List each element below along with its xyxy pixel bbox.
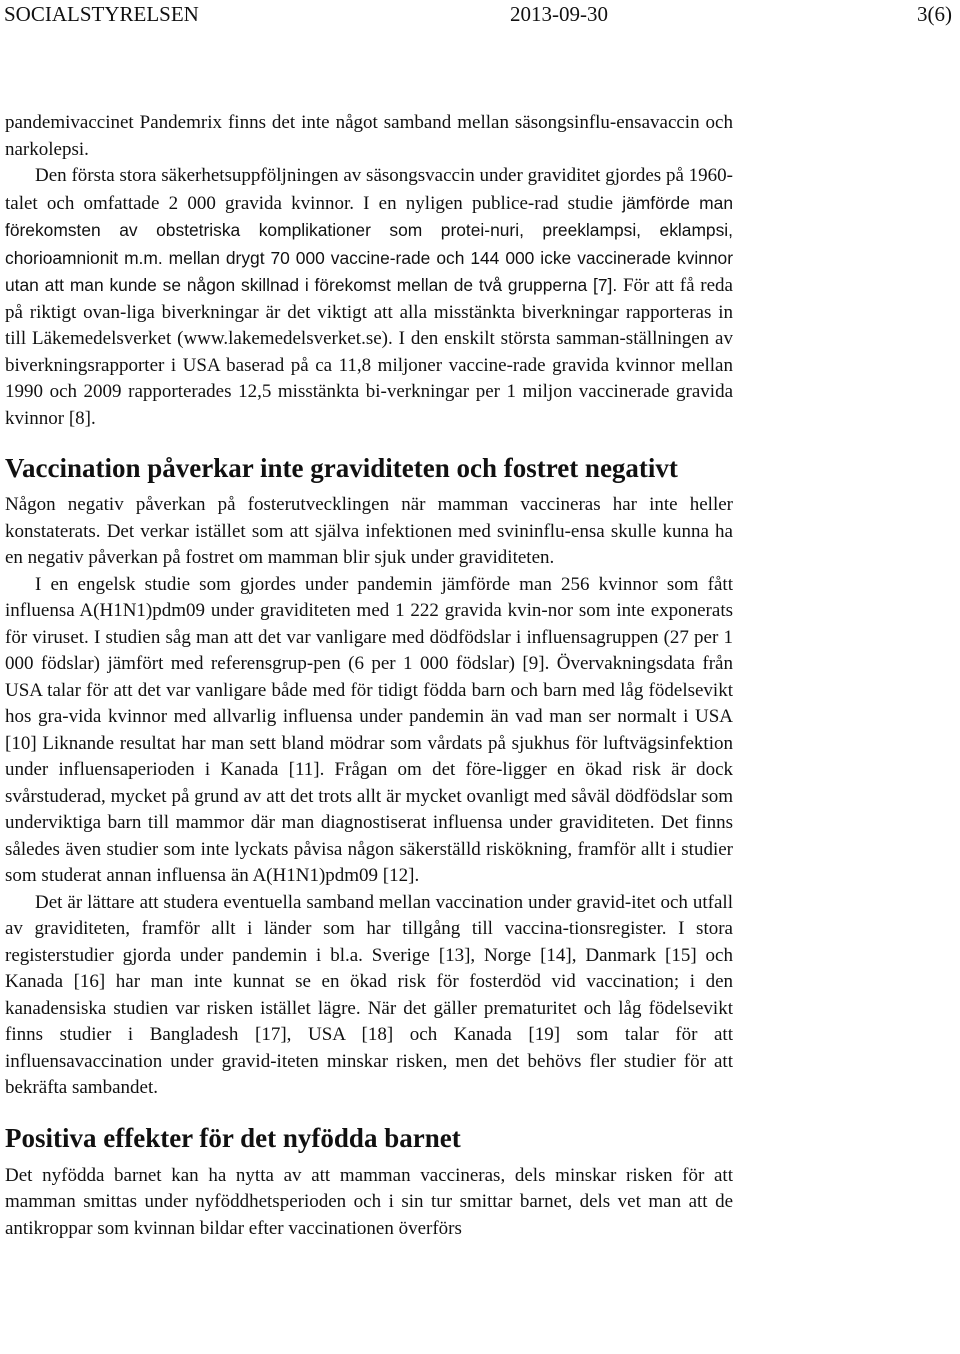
paragraph-narkolepsi: pandemivaccinet Pandemrix finns det inte något samband mellan säsongsinflu-ensavaccin och narkolepsi.: [5, 112, 733, 160]
paragraph-safety-followup-part-1: Den första stora säkerhetsuppföljningen av säsongsvaccin under graviditet gjordes på 1960-talet och omfattade 2 000 gravida kvinnor. I en nyligen publice-rad studie: [5, 165, 733, 214]
document-body: [5, 110, 733, 1242]
heading-pregnancy-not-affected: Vaccination påverkar inte graviditeten och fostret negativt: [5, 453, 678, 483]
paragraph-safety-followup: [5, 163, 733, 432]
paragraph-safety-followup-part-2: jämförde man förekomsten av obstetriska komplikationer som protei-nuri, preeklampsi, eklampsi, chorioamnionit m.m. mellan drygt 70 000 vaccine-rade och 144 000 icke vaccinerade kvinnor utan att man kunde se någon skillnad i förekomst mellan de två grupperna [7].: [5, 192, 733, 295]
heading-newborn-benefits: Positiva effekter för det nyfödda barnet: [5, 1122, 461, 1153]
page-header: [0, 0, 960, 30]
paragraph-english-study: I en engelsk studie som gjordes under pandemin jämförde man 256 kvinnor som fått influensa A(H1N1)pdm09 under graviditeten med 1 222 gravida kvin-nor som inte exponerats för viruset. I studien såg man att det var vanligare med dödfödslar i influensagruppen (27 per 1 000 födslar) jämfört med referensgrup-pen (6 per 1 000 födslar) [9]. Övervakningsdata från USA talar för att det var vanligare både med för tidigt födda barn och barn med låg födelsevikt hos gra-vida kvinnor med allvarlig influensa under pandemin än vad man ser normalt i USA [10] Liknande resultat har man sett bland mödrar som vårdats på sjukhus för luftvägsinfektion under influensaperioden i Kanada [11]. Frågan om det före-ligger en ökad risk är dock svårstuderad, mycket på grund av att det trots allt är mycket ovanligt med såväl dödfödslar som underviktiga barn till mammor där man diagnostiserat influensa under graviditeten. Det finns således även studier som inte lyckats påvisa någon säkerställd riskökning, framför allt i studier som studerat annan influensa än A(H1N1)pdm09 [12].: [5, 573, 733, 886]
paragraph-newborn: Det nyfödda barnet kan ha nytta av att mamman vaccineras, dels minskar risken för att mamman smittas under nyföddhetsperioden och i sin tur smittar barnet, dels vet man att de antikroppar som kvinnan bildar efter vaccinationen överförs: [5, 1164, 733, 1239]
organization-name: SOCIALSTYRELSEN: [4, 2, 199, 26]
document-date: 2013-09-30: [510, 2, 608, 26]
paragraph-fetal-development: Någon negativ påverkan på fosterutvecklingen när mamman vaccineras har inte heller konstaterats. Det verkar istället som att själva infektionen med svininflu-ensa skulle kunna ha en negativ påverkan på fostret om mamman blir sjuk under graviditeten.: [5, 494, 733, 568]
paragraph-register-studies: Det är lättare att studera eventuella samband mellan vaccination under gravid-itet och utfall av graviditeten, framför allt i länder som har tillgång till vaccina-tionsregister. I stora registerstudier gjorda under pandemin i bl.a. Sverige [13], Norge [14], Danmark [15] och Kanada [16] har man inte kunnat se en ökad risk för fosterdöd vid vaccination; i den kanadensiska studien var risken istället lägre. När det gäller prematuritet och låg födelsevikt finns studier i Bangladesh [17], USA [18] och Kanada [19] som talar för att influensavaccination under gravid-iteten minskar risken, men det behövs fler studier för att bekräfta sambandet.: [5, 891, 733, 1098]
page-number: 3(6): [917, 2, 952, 26]
paragraph-safety-followup-part-3: För att få reda på riktigt ovan-liga biverkningar är det viktigt att alla misstänkta biverkningar rapporteras in till Läkemedelsverket (www.lakemedelsverket.se). I den enskilt största samman-ställningen av biverkningsrapporter i USA baserad på ca 11,8 miljoner vaccine-rade gravida kvinnor mellan 1990 och 2009 rapporterades 12,5 misstänkta bi-verkningar per 1 miljon vaccinerade gravida kvinnor [8].: [5, 275, 733, 429]
